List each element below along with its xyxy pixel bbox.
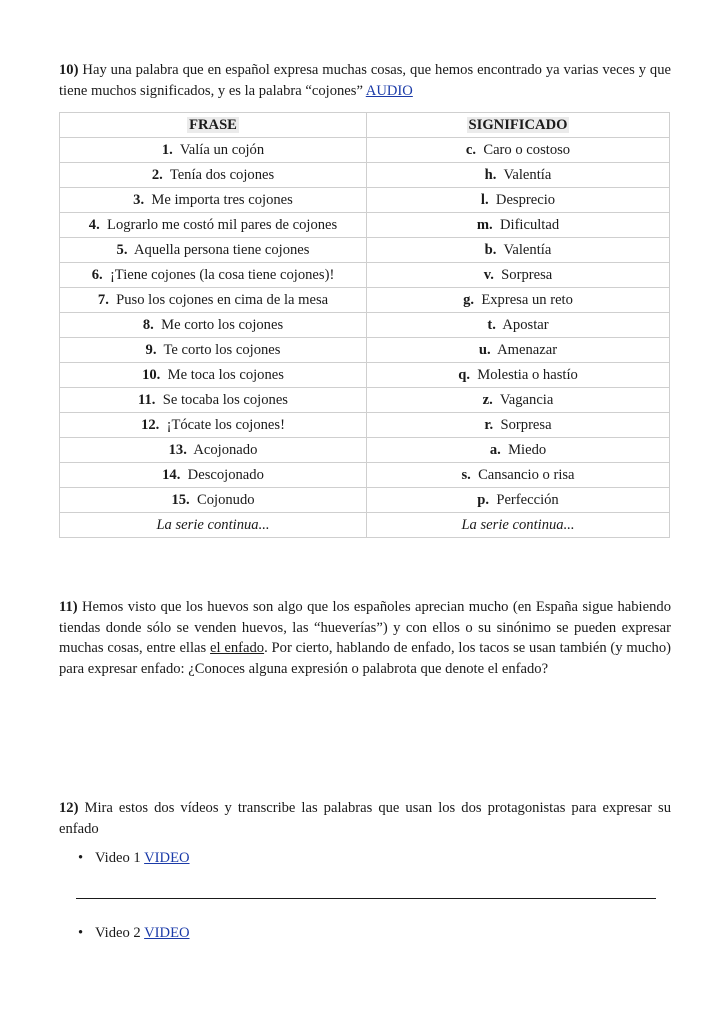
significado-letter: g.: [463, 291, 475, 308]
significado-cell: [367, 188, 670, 213]
table-row: [60, 138, 670, 163]
table-row: [60, 488, 670, 513]
significado-text: Desprecio: [495, 191, 556, 208]
significado-letter: t.: [487, 316, 496, 333]
frase-text: Descojonado: [187, 466, 264, 483]
question-10: [59, 60, 671, 101]
frase-cell: [60, 188, 367, 213]
frase-number: 9.: [145, 341, 157, 358]
frase-text: Puso los cojones en cima de la mesa: [116, 291, 329, 308]
frase-cell: [60, 488, 367, 513]
frase-number: 5.: [116, 241, 128, 258]
frase-number: 10.: [142, 366, 161, 383]
question-12: [59, 798, 671, 839]
frase-cell: [60, 363, 367, 388]
table-row: [60, 338, 670, 363]
answer-line: [76, 898, 656, 899]
table-row: [60, 388, 670, 413]
significado-text: Sorpresa: [501, 266, 553, 283]
significado-cell: [367, 488, 670, 513]
table-row: [60, 363, 670, 388]
table-row: [60, 263, 670, 288]
frase-number: 12.: [141, 416, 160, 433]
frase-cell: [60, 213, 367, 238]
question-11-text-a: Hemos visto que los huevos son algo que los españoles aprecian mucho (en España sigue habiendo tiendas donde sólo se venden huevos, las “hueverías”) y con ellos o su sinónimo se pueden expresar muchas cosas, entre ellas: [59, 599, 671, 656]
significado-cell: [367, 163, 670, 188]
significado-cell: [367, 213, 670, 238]
significado-text: Apostar: [502, 316, 549, 333]
significado-text: Molestia o hastío: [477, 366, 578, 383]
frase-cell: [60, 413, 367, 438]
frase-cell: [60, 138, 367, 163]
frase-text: Lograrlo me costó mil pares de cojones: [107, 216, 338, 233]
frase-text: Tenía dos cojones: [169, 166, 275, 183]
significado-cell: [367, 463, 670, 488]
question-12-number: 12): [59, 800, 79, 816]
question-10-text: Hay una palabra que en español expresa muchas cosas, que hemos encontrado ya varias veces y que tiene muchos significados, y es la palabra “cojones”: [59, 62, 671, 99]
significado-text: Expresa un reto: [481, 291, 573, 308]
frase-cell: [60, 438, 367, 463]
question-11-text-b: . Por cierto, hablando de enfado, los tacos se usan también (y mucho) para expresar enfado: ¿Conoces alguna expresión o palabrota que denote el enfado?: [59, 640, 671, 677]
frase-number: 1.: [161, 141, 173, 158]
header-significado: SIGNIFICADO: [367, 113, 670, 138]
bullet-icon: •: [78, 850, 84, 866]
significado-letter: v.: [483, 266, 494, 283]
frase-number: 2.: [151, 166, 163, 183]
significado-text: Valentía: [503, 241, 552, 258]
significado-letter: l.: [480, 191, 489, 208]
table-row: [60, 288, 670, 313]
significado-text: Vagancia: [499, 391, 554, 408]
enfado-underlined: el enfado: [210, 640, 265, 656]
frase-number: 8.: [142, 316, 154, 333]
frase-number: 14.: [162, 466, 181, 483]
table-row: [60, 213, 670, 238]
frase-text: Me importa tres cojones: [151, 191, 293, 208]
significado-cell: [367, 288, 670, 313]
frase-text: Aquella persona tiene cojones: [133, 241, 310, 258]
table-header-row: [60, 113, 670, 138]
frase-cell: [60, 288, 367, 313]
frase-text: Valía un cojón: [179, 141, 265, 158]
video-1-label: Video 1: [95, 850, 141, 866]
significado-cell: [367, 438, 670, 463]
frase-number: 4.: [88, 216, 100, 233]
significado-text: Cansancio o risa: [478, 466, 575, 483]
significado-letter: c.: [465, 141, 477, 158]
significado-text: Perfección: [496, 491, 559, 508]
significado-cell: [367, 338, 670, 363]
question-11: [59, 597, 671, 679]
significado-letter: a.: [489, 441, 501, 458]
table-row: [60, 238, 670, 263]
frase-number: 11.: [138, 391, 156, 408]
frase-cell: [60, 263, 367, 288]
significado-letter: u.: [478, 341, 491, 358]
frase-text: ¡Tócate los cojones!: [166, 416, 285, 433]
frase-number: 13.: [168, 441, 187, 458]
significado-letter: q.: [458, 366, 470, 383]
frase-text: Me corto los cojones: [161, 316, 284, 333]
significado-text: Dificultad: [499, 216, 560, 233]
table-footer-row: [60, 513, 670, 538]
significado-text: Sorpresa: [500, 416, 552, 433]
significado-letter: h.: [484, 166, 497, 183]
video-2-label: Video 2: [95, 925, 141, 941]
significado-letter: b.: [484, 241, 497, 258]
audio-link[interactable]: AUDIO: [365, 82, 413, 99]
frase-number: 3.: [133, 191, 145, 208]
question-11-number: 11): [59, 599, 78, 615]
significado-letter: r.: [484, 416, 494, 433]
significado-cell: [367, 413, 670, 438]
frase-text: Me toca los cojones: [167, 366, 284, 383]
table-row: [60, 463, 670, 488]
table-row: [60, 313, 670, 338]
frase-text: Cojonudo: [196, 491, 255, 508]
frase-cell: [60, 338, 367, 363]
significado-cell: [367, 138, 670, 163]
frase-cell: [60, 313, 367, 338]
header-frase: FRASE: [60, 113, 367, 138]
significado-text: Valentía: [503, 166, 552, 183]
table-row: [60, 163, 670, 188]
significado-letter: p.: [477, 491, 490, 508]
frase-continua: La serie continua...: [60, 513, 367, 538]
table-row: [60, 438, 670, 463]
frase-text: Te corto los cojones: [163, 341, 281, 358]
frase-cell: [60, 163, 367, 188]
significado-cell: [367, 238, 670, 263]
frase-text: ¡Tiene cojones (la cosa tiene cojones)!: [109, 266, 335, 283]
significado-cell: [367, 263, 670, 288]
bullet-icon: •: [78, 925, 84, 941]
table-row: [60, 413, 670, 438]
frase-number: 6.: [91, 266, 103, 283]
video-1-item: [78, 850, 190, 867]
frase-significado-table: [59, 112, 670, 538]
frase-text: Acojonado: [193, 441, 258, 458]
table-row: [60, 188, 670, 213]
question-10-number: 10): [59, 62, 79, 78]
significado-cell: [367, 363, 670, 388]
significado-cell: [367, 388, 670, 413]
frase-cell: [60, 463, 367, 488]
significado-text: Amenazar: [497, 341, 558, 358]
significado-letter: m.: [476, 216, 493, 233]
video-2-item: [78, 925, 190, 942]
significado-continua: La serie continua...: [367, 513, 670, 538]
significado-letter: z.: [482, 391, 493, 408]
video-2-link[interactable]: VIDEO: [144, 925, 190, 941]
video-1-link[interactable]: VIDEO: [144, 850, 190, 866]
question-12-text: Mira estos dos vídeos y transcribe las palabras que usan los dos protagonistas para expresar su enfado: [59, 800, 671, 837]
frase-number: 7.: [97, 291, 109, 308]
frase-text: Se tocaba los cojones: [162, 391, 288, 408]
significado-cell: [367, 313, 670, 338]
frase-cell: [60, 238, 367, 263]
significado-text: Caro o costoso: [483, 141, 571, 158]
significado-letter: s.: [461, 466, 471, 483]
frase-number: 15.: [171, 491, 190, 508]
frase-cell: [60, 388, 367, 413]
significado-text: Miedo: [508, 441, 547, 458]
